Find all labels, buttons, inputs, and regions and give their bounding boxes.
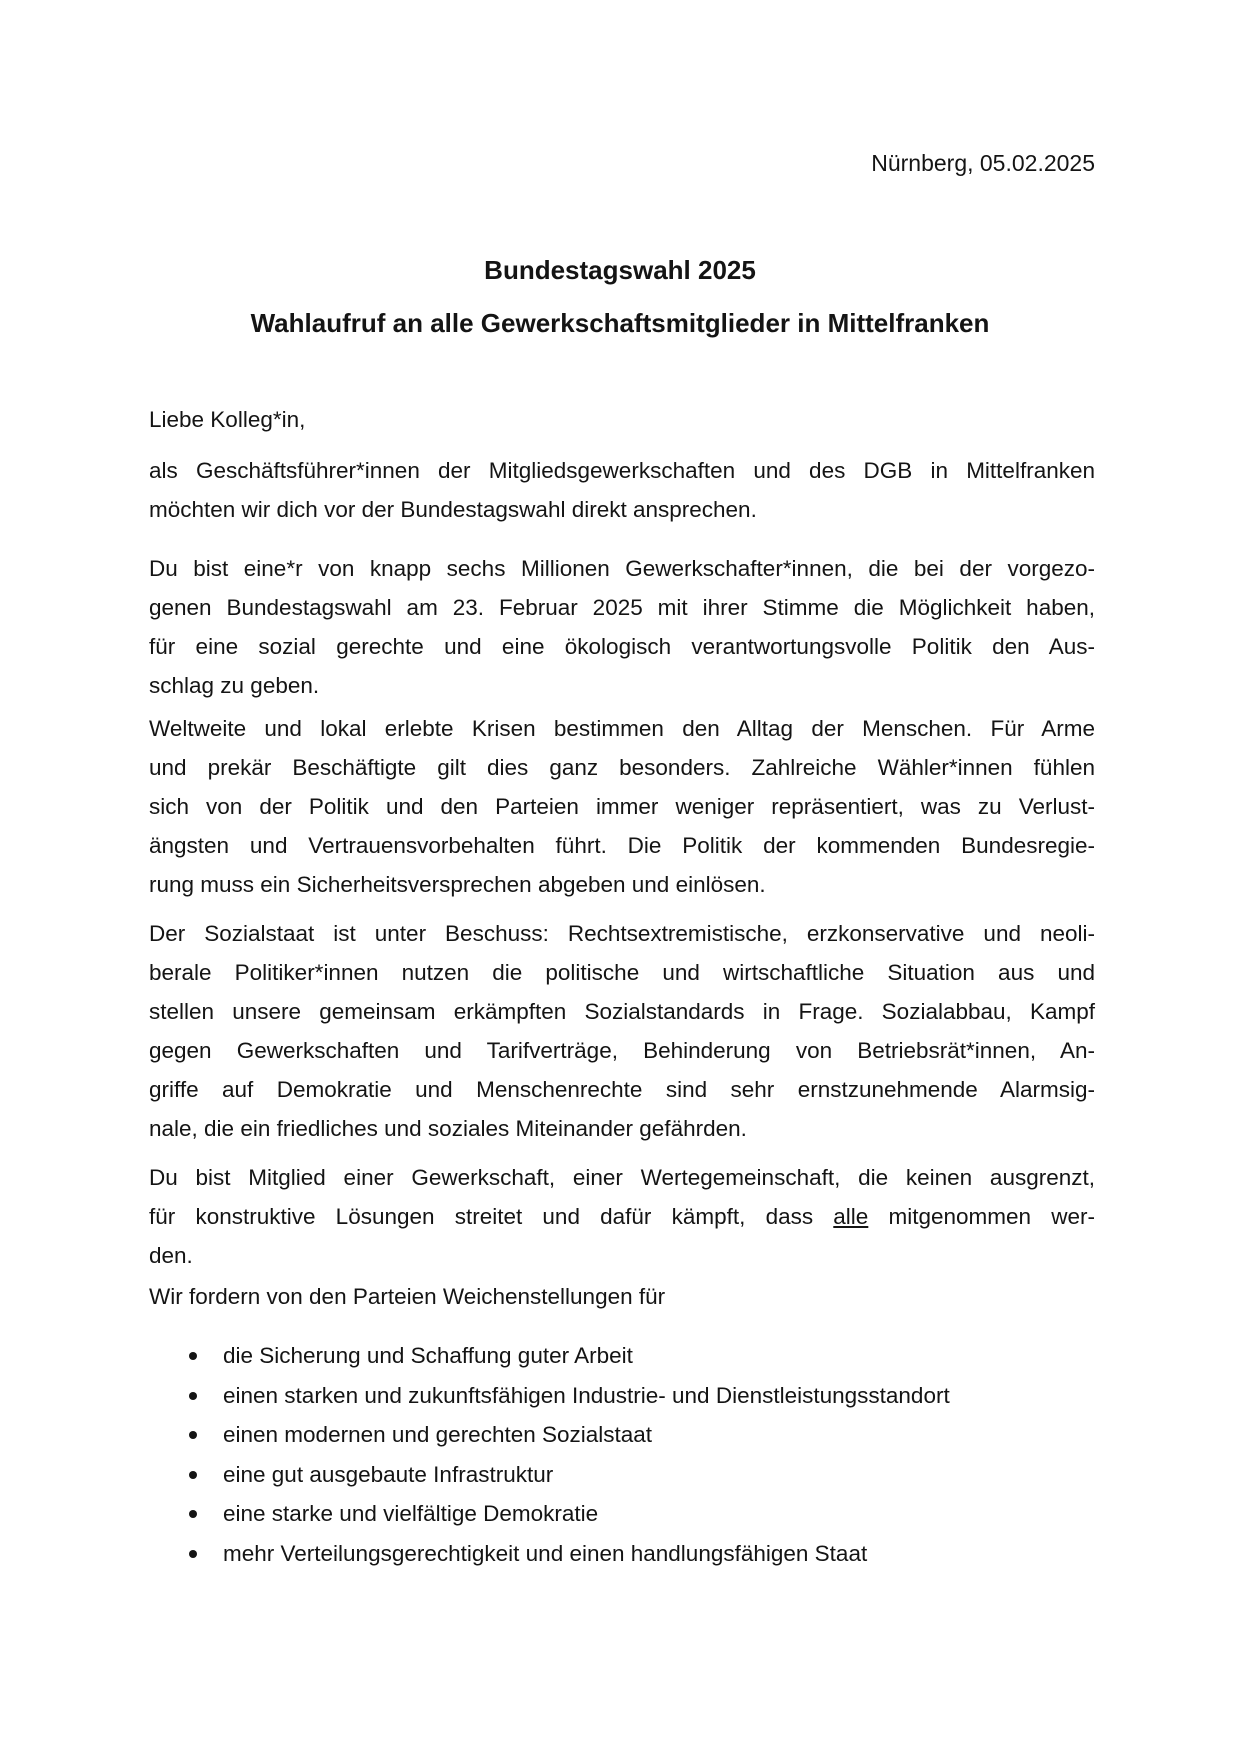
list-item <box>149 1534 1095 1574</box>
list-item-text: mehr Verteilungsgerechtigkeit und einen handlungsfähigen Staat <box>223 1540 868 1566</box>
list-item <box>149 1455 1095 1495</box>
bullet-icon <box>189 1471 197 1479</box>
text-line: Du bist Mitglied einer Gewerkschaft, einer Wertegemeinschaft, die keinen ausgrenzt, <box>149 1165 1095 1190</box>
list-item-text: eine gut ausgebaute Infrastruktur <box>223 1461 554 1487</box>
list-item-text: einen starken und zukunftsfähigen Industrie- und Dienstleistungsstandort <box>223 1382 950 1408</box>
text-line: ängsten und Vertrauensvorbehalten führt. Die Politik der kommenden Bundesregie- <box>149 833 1095 858</box>
emphasis-underlined: alle <box>833 1204 869 1229</box>
list-item <box>149 1415 1095 1455</box>
demands-list <box>149 1336 1095 1573</box>
paragraph-union-values <box>149 1158 1095 1275</box>
text-line: als Geschäftsführer*innen der Mitgliedsgewerkschaften und des DGB in Mittelfranken <box>149 458 1095 483</box>
text-line: Weltweite und lokal erlebte Krisen bestimmen den Alltag der Menschen. Für Arme <box>149 716 1095 741</box>
greeting <box>149 400 1095 439</box>
bullet-icon <box>189 1392 197 1400</box>
text-line: sich von der Politik und den Parteien immer weniger repräsentiert, was zu Verlust- <box>149 794 1095 819</box>
text-line: rung muss ein Sicherheitsversprechen abgeben und einlösen. <box>149 872 766 897</box>
list-item <box>149 1494 1095 1534</box>
text-line: schlag zu geben. <box>149 673 320 698</box>
bullet-icon <box>189 1352 197 1360</box>
greeting-line: Liebe Kolleg*in, <box>149 407 306 432</box>
text-segment: für konstruktive Lösungen streitet und dafür kämpft, dass <box>149 1204 834 1229</box>
list-item <box>149 1376 1095 1416</box>
paragraph-intro <box>149 451 1095 529</box>
place-date: Nürnberg, 05.02.2025 <box>871 150 1095 176</box>
paragraph-crises <box>149 709 1095 904</box>
text-line: gegen Gewerkschaften und Tarifverträge, Behinderung von Betriebsrät*innen, An- <box>149 1038 1095 1063</box>
text-segment: mitgenommen wer- <box>868 1204 1095 1229</box>
bullet-icon <box>189 1550 197 1558</box>
text-line: griffe auf Demokratie und Menschenrechte sind sehr ernstzunehmende Alarmsig- <box>149 1077 1095 1102</box>
text-line: berale Politiker*innen nutzen die politische und wirtschaftliche Situation aus und <box>149 960 1095 985</box>
paragraph-welfare-state <box>149 914 1095 1148</box>
text-line: stellen unsere gemeinsam erkämpften Sozialstandards in Frage. Sozialabbau, Kampf <box>149 999 1095 1024</box>
text-line: Du bist eine*r von knapp sechs Millionen Gewerkschafter*innen, die bei der vorgezo- <box>149 556 1095 581</box>
text-line: möchten wir dich vor der Bundestagswahl direkt ansprechen. <box>149 497 757 522</box>
list-item-text: einen modernen und gerechten Sozialstaat <box>223 1422 653 1447</box>
list-item-text: eine starke und vielfältige Demokratie <box>223 1501 599 1526</box>
text-line: nale, die ein friedliches und soziales Miteinander gefährden. <box>149 1116 747 1141</box>
text-line: Wir fordern von den Parteien Weichenstellungen für <box>149 1284 666 1309</box>
text-line: den. <box>149 1243 193 1268</box>
bullet-icon <box>189 1510 197 1518</box>
list-item-text: die Sicherung und Schaffung guter Arbeit <box>223 1343 633 1368</box>
paragraph-demands-intro <box>149 1277 1095 1316</box>
list-item <box>149 1336 1095 1376</box>
bullet-icon <box>189 1431 197 1439</box>
document-subtitle: Wahlaufruf an alle Gewerkschaftsmitglieder in Mittelfranken <box>250 308 990 338</box>
paragraph-voters <box>149 549 1095 705</box>
text-line: genen Bundestagswahl am 23. Februar 2025 mit ihrer Stimme die Möglichkeit haben, <box>149 595 1095 620</box>
text-line: Der Sozialstaat ist unter Beschuss: Rechtsextremistische, erzkonservative und neoli- <box>149 921 1095 946</box>
text-line: für eine sozial gerechte und eine ökologisch verantwortungsvolle Politik den Aus- <box>149 634 1095 659</box>
text-line: und prekär Beschäftigte gilt dies ganz besonders. Zahlreiche Wähler*innen fühlen <box>149 755 1095 780</box>
text-line <box>149 1197 1095 1236</box>
document-title: Bundestagswahl 2025 <box>484 255 756 285</box>
